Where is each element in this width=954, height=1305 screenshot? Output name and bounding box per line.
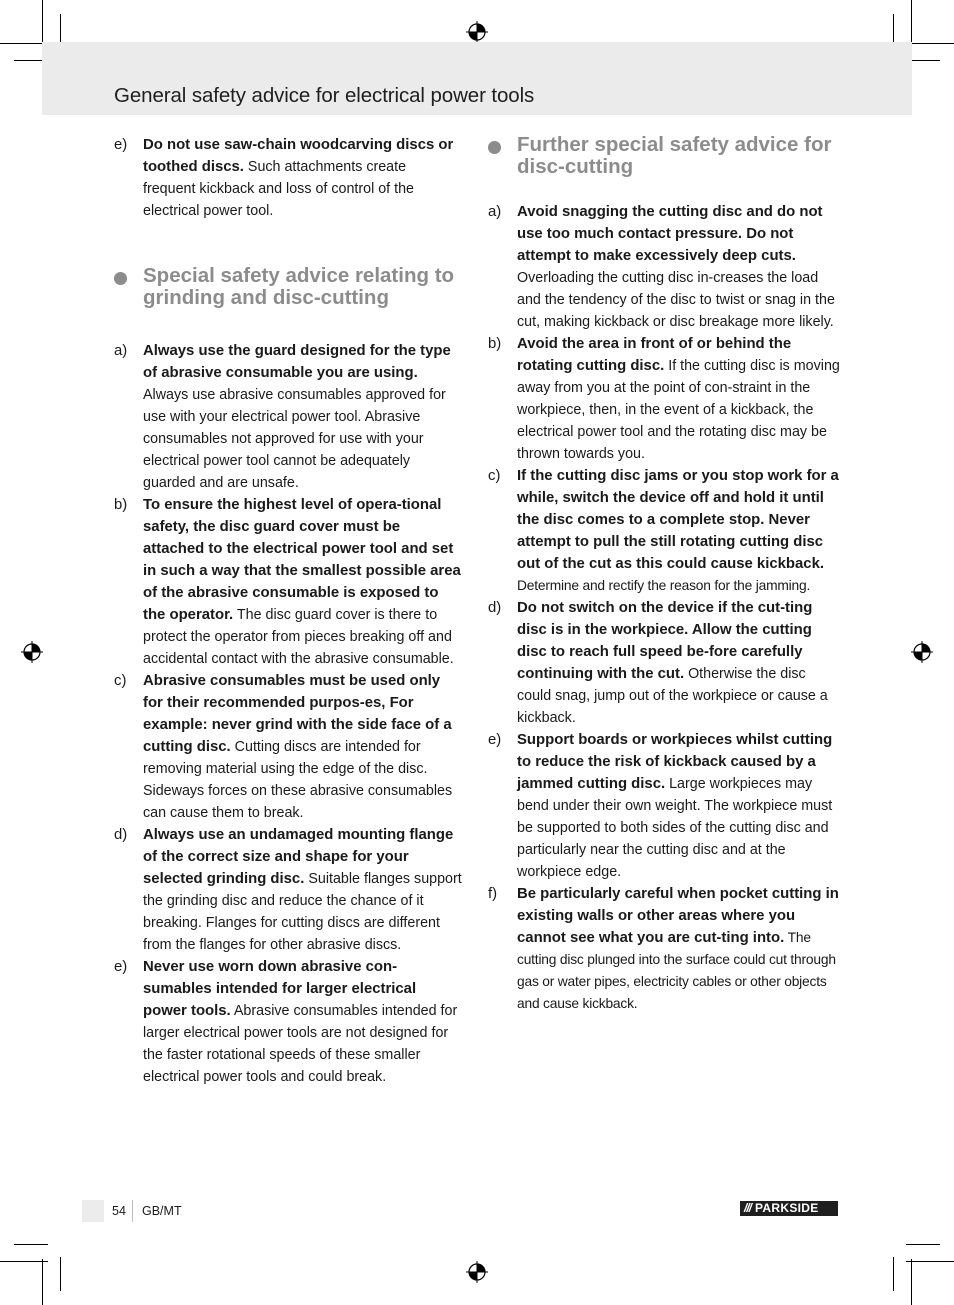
item-text: Abrasive consumables intended for larger electrical power tools are not designed for the faster rotational speeds of these smaller electrical power tools and could break. bbox=[143, 1003, 458, 1085]
crop-mark bbox=[14, 1244, 48, 1245]
list-item bbox=[114, 494, 462, 670]
crop-mark bbox=[906, 43, 954, 44]
item-text: Cutting discs are intended for removing material using the edge of the disc. Sideways forces on these abrasive consumables can cause them to break. bbox=[143, 739, 453, 821]
left-column bbox=[114, 134, 462, 1088]
item-label: e) bbox=[114, 959, 128, 975]
footer-box bbox=[82, 1200, 104, 1222]
item-bold-text: Avoid the area in front of or behind the rotating cutting disc. bbox=[517, 336, 792, 374]
list-item bbox=[488, 597, 840, 729]
item-text: Suitable flanges support the grinding disc and reduce the chance of it breaking. Flanges for cutting discs are different from the flanges for other abrasive discs. bbox=[143, 871, 462, 953]
right-column bbox=[488, 134, 840, 1015]
item-label: c) bbox=[488, 468, 501, 484]
item-label: b) bbox=[114, 497, 128, 513]
item-bold-text: Always use the guard designed for the type of abrasive consumable you are using. bbox=[143, 343, 451, 381]
list-item bbox=[488, 201, 840, 333]
list-item bbox=[488, 883, 840, 1015]
list-item bbox=[114, 340, 462, 494]
crop-mark bbox=[60, 1257, 61, 1291]
crop-mark bbox=[893, 1257, 894, 1291]
crop-mark bbox=[906, 1261, 954, 1262]
logo-name: PARKSIDE bbox=[755, 1201, 819, 1215]
item-text: Determine and rectify the reason for the jamming. bbox=[517, 578, 811, 593]
list-item bbox=[488, 729, 840, 883]
item-bold-text: If the cutting disc jams or you stop work for a while, switch the device off and hold it until the disc comes to a complete stop. Never attempt to pull the still rotating cutting disc out of the cut as this could cause kickback. bbox=[517, 468, 839, 572]
item-label: b) bbox=[488, 336, 502, 352]
item-text: If the cutting disc is moving away from you at the point of con-straint in the workpiece, then, in the event of a kickback, the electrical power tool and the rotating disc may be thrown towards you. bbox=[517, 358, 840, 462]
bullet-icon bbox=[114, 272, 127, 285]
item-label: a) bbox=[114, 343, 128, 359]
section-title: Further special safety advice for disc-cutting bbox=[517, 133, 832, 178]
list-item bbox=[114, 670, 462, 824]
item-label: e) bbox=[488, 732, 502, 748]
item-bold-text: Do not switch on the device if the cut-ting disc is in the workpiece. Allow the cutting disc to reach full speed be-fore carefully continuing with the cut. bbox=[517, 600, 813, 682]
item-label: e) bbox=[114, 137, 128, 153]
item-label: d) bbox=[488, 600, 502, 616]
item-text: Otherwise the disc could snag, jump out of the workpiece or cause a kickback. bbox=[517, 666, 828, 726]
section-heading bbox=[114, 265, 462, 309]
item-bold-text: Avoid snagging the cutting disc and do not use too much contact pressure. Do not attempt to make excessively deep cuts. bbox=[517, 204, 823, 264]
registration-mark-icon bbox=[21, 641, 43, 663]
item-bold-text: Support boards or workpieces whilst cutting to reduce the risk of kickback caused by a jammed cutting disc. bbox=[517, 732, 833, 792]
registration-mark-icon bbox=[911, 641, 933, 663]
item-bold-text: Always use an undamaged mounting flange of the correct size and shape for your selected grinding disc. bbox=[143, 827, 454, 887]
section-list bbox=[488, 201, 840, 1015]
list-item bbox=[488, 333, 840, 465]
crop-mark bbox=[42, 0, 43, 46]
item-bold-text: To ensure the highest level of opera-tional safety, the disc guard cover must be attached to the electrical power tool and set in such a way that the smallest possible area of the abrasive consumable is exposed to the operator. bbox=[143, 497, 461, 623]
item-label: d) bbox=[114, 827, 128, 843]
registration-mark-icon bbox=[466, 1261, 488, 1283]
item-bold-text: Be particularly careful when pocket cutting in existing walls or other areas where you cannot see what you are cut-ting into. bbox=[517, 886, 839, 946]
crop-mark bbox=[911, 1259, 912, 1305]
item-text: Overloading the cutting disc in-creases the load and the tendency of the disc to twist or snag in the cut, making kickback or disc breakage more likely. bbox=[517, 270, 835, 330]
crop-mark bbox=[911, 0, 912, 46]
page-number: 54 bbox=[112, 1204, 126, 1218]
item-bold-text: Do not use saw-chain woodcarving discs or toothed discs. bbox=[143, 137, 454, 175]
crop-mark bbox=[906, 1244, 940, 1245]
logo-slashes: /// bbox=[744, 1201, 752, 1215]
bullet-icon bbox=[488, 141, 501, 154]
item-label: a) bbox=[488, 204, 502, 220]
crop-mark bbox=[0, 1261, 48, 1262]
item-label: c) bbox=[114, 673, 127, 689]
item-bold-text: Never use worn down abrasive con-sumables intended for larger electrical power tools. bbox=[143, 959, 417, 1019]
crop-mark bbox=[0, 43, 48, 44]
list-item bbox=[114, 824, 462, 956]
list-item bbox=[114, 134, 462, 222]
item-text: Large workpieces may bend under their own weight. The workpiece must be supported to both sides of the cutting disc and particularly near the cutting disc and at the workpiece edge. bbox=[517, 776, 833, 880]
item-text: The cutting disc plunged into the surface could cut through gas or water pipes, electricity cables or other objects and cause kickback. bbox=[517, 930, 836, 1011]
section-heading bbox=[488, 134, 840, 178]
item-text: Such attachments create frequent kickback and loss of control of the electrical power tool. bbox=[143, 159, 414, 219]
crop-mark bbox=[42, 1259, 43, 1305]
language-code: GB/MT bbox=[142, 1204, 182, 1218]
registration-mark-icon bbox=[466, 21, 488, 43]
list-item bbox=[114, 956, 462, 1088]
list-item bbox=[488, 465, 840, 597]
section-title: Special safety advice relating to grinding and disc-cutting bbox=[143, 264, 455, 309]
footer-divider bbox=[132, 1200, 133, 1222]
item-text: The disc guard cover is there to protect the operator from pieces breaking off and accidental contact with the abrasive consumable. bbox=[143, 607, 454, 667]
item-label: f) bbox=[488, 886, 498, 902]
item-bold-text: Abrasive consumables must be used only for their recommended purpos-es, For example: never grind with the side face of a cutting disc. bbox=[143, 673, 452, 755]
section-list bbox=[114, 340, 462, 1088]
page-title: General safety advice for electrical power tools bbox=[114, 84, 535, 107]
item-text: Always use abrasive consumables approved for use with your electrical power tool. Abrasive consumables not approved for use with your electrical power tool cannot be adequately guarded and are unsafe. bbox=[143, 387, 446, 491]
parkside-logo bbox=[740, 1201, 838, 1216]
